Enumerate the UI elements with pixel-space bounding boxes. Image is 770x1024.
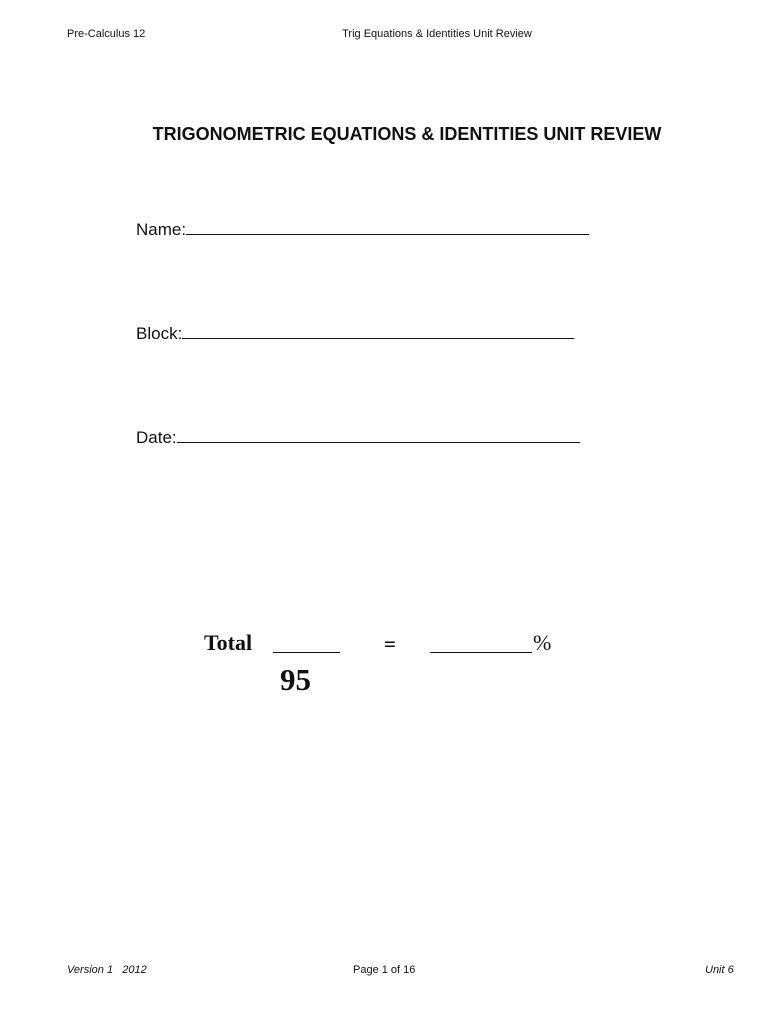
footer-page-number: Page 1 of 16 bbox=[353, 964, 416, 976]
footer-version: Version 1 2012 bbox=[67, 964, 147, 976]
block-label: Block: bbox=[136, 324, 183, 343]
name-label: Name: bbox=[136, 220, 187, 239]
percent-sign: % bbox=[533, 630, 552, 655]
footer-unit: Unit 6 bbox=[705, 964, 734, 976]
date-label: Date: bbox=[136, 428, 177, 447]
name-field[interactable] bbox=[136, 220, 589, 240]
score-denominator: 95 bbox=[280, 662, 311, 697]
header-course: Pre-Calculus 12 bbox=[67, 28, 146, 40]
date-field[interactable] bbox=[136, 428, 580, 448]
total-label: Total bbox=[204, 630, 253, 655]
block-line[interactable] bbox=[182, 324, 574, 339]
equals-sign: = bbox=[384, 632, 396, 656]
total-score-line[interactable] bbox=[273, 632, 340, 653]
name-line[interactable] bbox=[186, 220, 589, 235]
header-unit-title: Trig Equations & Identities Unit Review bbox=[342, 28, 532, 40]
date-line[interactable] bbox=[177, 428, 580, 443]
document-title: TRIGONOMETRIC EQUATIONS & IDENTITIES UNIT REVIEW bbox=[152, 124, 662, 144]
percent-line[interactable] bbox=[430, 632, 532, 653]
block-field[interactable] bbox=[136, 324, 574, 344]
